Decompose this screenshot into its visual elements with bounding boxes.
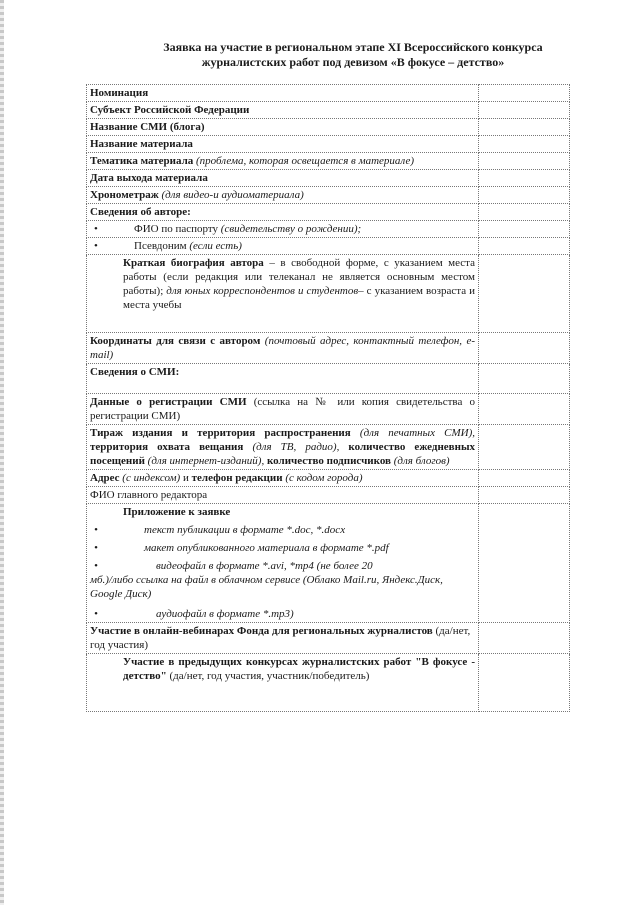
webinars-label: Участие в онлайн-вебинарах Фонда для региональных журналистов [90,625,433,637]
circulation-label: Тираж издания и территория распространения [90,427,351,439]
contacts-label: Координаты для связи с автором [90,335,261,347]
bullet-icon: • [94,542,98,554]
subscribers-label: количество подписчиков [266,455,391,467]
row-subject [87,102,570,119]
value-subject[interactable] [479,102,570,119]
row-address [87,470,570,487]
list-item [90,541,475,555]
passport-text: ФИО по паспорту [134,223,219,235]
row-contacts [87,333,570,364]
value-nomination[interactable] [479,85,570,102]
bullet-icon: • [94,560,98,572]
webinars-note: (да/нет, год участия) [90,625,471,651]
attachment-video-continued: мб.)/либо ссылка на файл в облачном сервисе (Облако Mail.ru, Яндекс.Диск, Google Диск) [90,574,443,600]
list-item [90,607,475,621]
row-author-pseudonym [87,238,570,255]
application-form-table [86,84,570,712]
registration-label: Данные о регистрации СМИ [90,396,247,408]
attachment-audio: аудиофайл в формате *.mp3) [156,608,294,620]
value-registration[interactable] [479,394,570,425]
coverage-note: (для ТВ, радио), [252,441,340,453]
label-topic [87,153,479,170]
attachment-doc: текст публикации в формате *.doc, *.docx [144,524,346,536]
value-release-date[interactable] [479,170,570,187]
form-title [108,40,598,70]
list-item [90,239,475,253]
label-circulation [87,425,479,470]
subscribers-note: (для блогов) [393,455,450,467]
duration-note: (для видео-и аудиоматериала) [161,189,304,201]
row-editor [87,487,570,504]
label-attachments [87,504,479,623]
previous-label: Участие в предыдущих конкурсах журналистских работ "В фокусе - детство" [123,656,475,682]
value-author-passport[interactable] [479,221,570,238]
passport-note: (свидетельству о рождении); [220,223,362,235]
label-author-info: Сведения об авторе: [87,204,479,221]
label-nomination: Номинация [87,85,479,102]
bio-label: Краткая биография автора [123,257,264,269]
row-media-name [87,119,570,136]
row-topic [87,153,570,170]
title-line-2: журналистских работ под девизом «В фокусе – детство» [201,55,505,69]
label-author-passport [87,221,479,238]
value-material-name[interactable] [479,136,570,153]
value-contacts[interactable] [479,333,570,364]
label-webinars [87,623,479,654]
row-material-name [87,136,570,153]
label-biography [87,255,479,333]
list-item [90,523,475,537]
row-author-passport [87,221,570,238]
value-biography[interactable] [479,255,570,333]
attachment-video: видеофайл в формате *.avi, *mp4 (не более 20 [156,560,373,572]
value-address[interactable] [479,470,570,487]
value-media-info[interactable] [479,364,570,394]
pseudonym-text: Псевдоним [134,240,187,252]
topic-label: Тематика материала [90,155,194,167]
and-text: и [182,472,189,484]
value-author-pseudonym[interactable] [479,238,570,255]
bio-note: для юных корреспондентов и студентов [166,285,359,297]
label-subject: Субъект Российской Федерации [87,102,479,119]
label-previous-contests [87,654,479,712]
label-media-name: Название СМИ (блога) [87,119,479,136]
value-topic[interactable] [479,153,570,170]
value-webinars[interactable] [479,623,570,654]
previous-note: (да/нет, год участия, участник/победитель) [169,670,370,682]
address-note: (с индексом) [122,472,181,484]
address-label: Адрес [90,472,120,484]
value-author-info[interactable] [479,204,570,221]
topic-note: (проблема, которая освещается в материале) [196,155,415,167]
row-previous-contests [87,654,570,712]
visits-note: (для интернет-изданий), [147,455,265,467]
label-duration [87,187,479,204]
label-release-date: Дата выхода материала [87,170,479,187]
bullet-icon: • [94,524,98,536]
row-release-date [87,170,570,187]
attachment-label: Приложение к заявке [123,506,231,518]
bullet-icon: • [94,608,98,620]
label-registration [87,394,479,425]
list-item [90,222,475,236]
value-duration[interactable] [479,187,570,204]
row-registration [87,394,570,425]
contacts-note: (почтовый адрес, контактный телефон, e-mail) [90,335,476,361]
row-author-info [87,204,570,221]
list-item [90,559,475,573]
pseudonym-note: (если есть) [189,240,242,252]
phone-note: (с кодом города) [285,472,363,484]
visits-label: количество ежедневных посещений [90,441,476,467]
row-media-info [87,364,570,394]
label-editor: ФИО главного редактора [87,487,479,504]
bullet-text [134,222,361,236]
value-attachments[interactable] [479,504,570,623]
bio-text-1: – в свободной форме, с указанием места работы (если редакция или телеканал не является основным местом работы); [123,257,476,297]
label-contacts [87,333,479,364]
row-attachments [87,504,570,623]
bullet-icon: • [94,240,98,252]
bullet-icon: • [94,223,98,235]
row-biography [87,255,570,333]
label-media-info: Сведения о СМИ: [87,364,479,394]
bullet-text [134,239,242,253]
value-media-name[interactable] [479,119,570,136]
circulation-note: (для печатных СМИ), [359,427,476,439]
label-author-pseudonym [87,238,479,255]
row-webinars [87,623,570,654]
row-circulation [87,425,570,470]
attachment-pdf: макет опубликованного материала в формате *.pdf [144,542,389,554]
row-nomination [87,85,570,102]
row-duration [87,187,570,204]
duration-label: Хронометраж [90,189,159,201]
registration-text: (ссылка на № или копия свидетельства о регистрации СМИ) [90,396,476,422]
label-address [87,470,479,487]
label-material-name: Название материала [87,136,479,153]
value-previous-contests[interactable] [479,654,570,712]
coverage-label: территория охвата вещания [90,441,244,453]
bio-text-2: – с указанием возраста и места учебы [123,285,475,311]
scan-edge [0,0,4,905]
value-editor[interactable] [479,487,570,504]
title-line-1: Заявка на участие в региональном этапе XI Всероссийского конкурса [163,40,543,54]
phone-label: телефон редакции [191,472,283,484]
value-circulation[interactable] [479,425,570,470]
